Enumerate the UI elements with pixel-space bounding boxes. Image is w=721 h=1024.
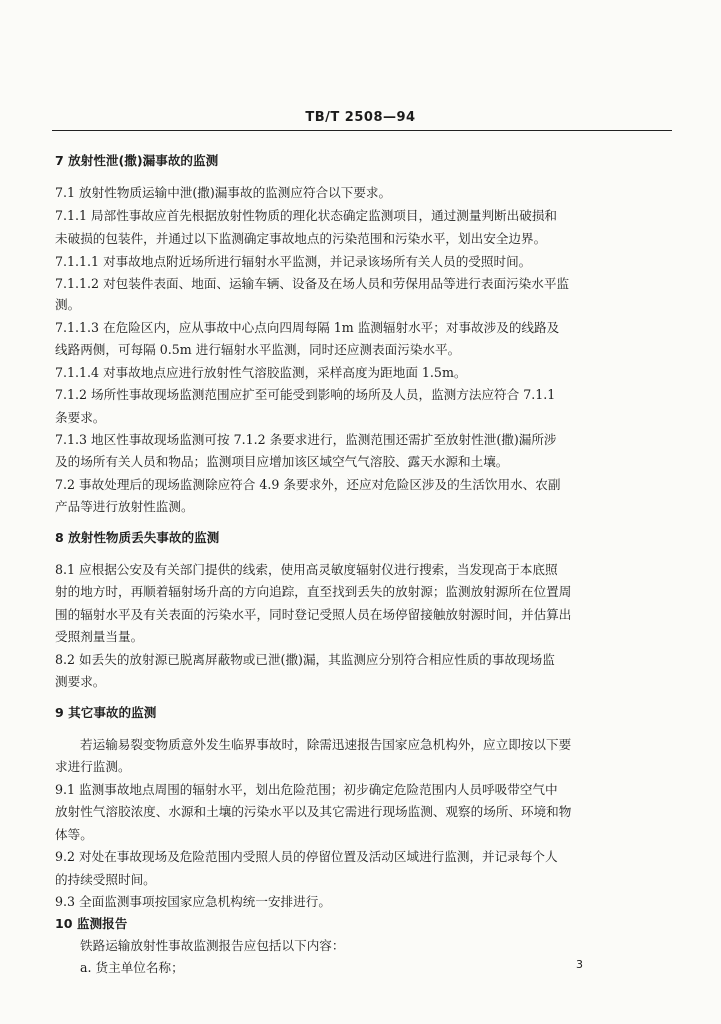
text-line: 7.1.2 场所性事故现场监测范围应扩至可能受到影响的场所及人员，监测方法应符合 7.1.1 bbox=[55, 387, 556, 402]
text-line: 9.1 监测事故地点周围的辐射水平，划出危险范围；初步确定危险范围内人员呼吸带空气中 bbox=[55, 782, 558, 797]
page-number: 3 bbox=[576, 958, 583, 971]
text-line: 7.1 放射性物质运输中泄(撒)漏事故的监测应符合以下要求。 bbox=[55, 185, 392, 200]
text-line: 测。 bbox=[55, 297, 81, 312]
section-9-heading: 9 其它事故的监测 bbox=[55, 705, 157, 720]
text-line: 的持续受照时间。 bbox=[55, 872, 156, 887]
text-line: 围的辐射水平及有关表面的污染水平，同时登记受照人员在场停留接触放射源时间，并估算出 bbox=[55, 607, 572, 622]
section-8-heading: 8 放射性物质丢失事故的监测 bbox=[55, 530, 220, 545]
text-line: 9.2 对处在事故现场及危险范围内受照人员的停留位置及活动区域进行监测，并记录每个人 bbox=[55, 849, 558, 864]
section-10-heading: 10 监测报告 bbox=[55, 916, 128, 931]
text-line: 7.2 事故处理后的现场监测除应符合 4.9 条要求外，还应对危险区涉及的生活饮用水、农副 bbox=[55, 477, 561, 492]
text-line: 产品等进行放射性监测。 bbox=[55, 499, 194, 514]
text-line: 8.1 应根据公安及有关部门提供的线索，使用高灵敏度辐射仪进行搜索，当发现高于本底照 bbox=[55, 562, 558, 577]
text-line: 7.1.1.1 对事故地点附近场所进行辐射水平监测，并记录该场所有关人员的受照时间。 bbox=[55, 254, 532, 269]
text-line: 线路两侧，可每隔 0.5m 进行辐射水平监测，同时还应测表面污染水平。 bbox=[55, 342, 461, 357]
text-line: 7.1.1.3 在危险区内，应从事故中心点向四周每隔 1m 监测辐射水平；对事故涉及的线路及 bbox=[55, 320, 560, 335]
header-rule bbox=[52, 130, 672, 131]
text-line: 体等。 bbox=[55, 827, 93, 842]
text-line: 测要求。 bbox=[55, 674, 106, 689]
text-line: 铁路运输放射性事故监测报告应包括以下内容： bbox=[80, 938, 345, 953]
text-line: 7.1.1.4 对事故地点应进行放射性气溶胶监测，采样高度为距地面 1.5m。 bbox=[55, 365, 467, 380]
text-line: 若运输易裂变物质意外发生临界事故时，除需迅速报告国家应急机构外，应立即按以下要 bbox=[80, 737, 572, 752]
text-line: 及的场所有关人员和物品；监测项目应增加该区域空气气溶胶、露天水源和土壤。 bbox=[55, 454, 509, 469]
text-line: 7.1.3 地区性事故现场监测可按 7.1.2 条要求进行，监测范围还需扩至放射性泄(撒)漏所涉 bbox=[55, 432, 557, 447]
text-line: 条要求。 bbox=[55, 410, 106, 425]
text-line: 求进行监测。 bbox=[55, 759, 131, 774]
list-item: a. 货主单位名称； bbox=[80, 960, 184, 975]
text-line: 未破损的包装件，并通过以下监测确定事故地点的污染范围和污染水平，划出安全边界。 bbox=[55, 231, 547, 246]
text-line: 放射性气溶胶浓度、水源和土壤的污染水平以及其它需进行现场监测、观察的场所、环境和物 bbox=[55, 804, 572, 819]
text-line: 7.1.1.2 对包装件表面、地面、运输车辆、设备及在场人员和劳保用品等进行表面污染水平监 bbox=[55, 276, 570, 291]
text-line: 9.3 全面监测事项按国家应急机构统一安排进行。 bbox=[55, 894, 331, 909]
text-line: 8.2 如丢失的放射源已脱离屏蔽物或已泄(撒)漏，其监测应分别符合相应性质的事故现场监 bbox=[55, 652, 555, 667]
section-7-heading: 7 放射性泄(撒)漏事故的监测 bbox=[55, 153, 219, 168]
document-code: TB/T 2508—94 bbox=[305, 110, 416, 125]
text-line: 7.1.1 局部性事故应首先根据放射性物质的理化状态确定监测项目，通过测量判断出破损和 bbox=[55, 208, 558, 223]
text-line: 射的地方时，再顺着辐射场升高的方向追踪，直至找到丢失的放射源；监测放射源所在位置周 bbox=[55, 584, 572, 599]
text-line: 受照剂量当量。 bbox=[55, 629, 144, 644]
